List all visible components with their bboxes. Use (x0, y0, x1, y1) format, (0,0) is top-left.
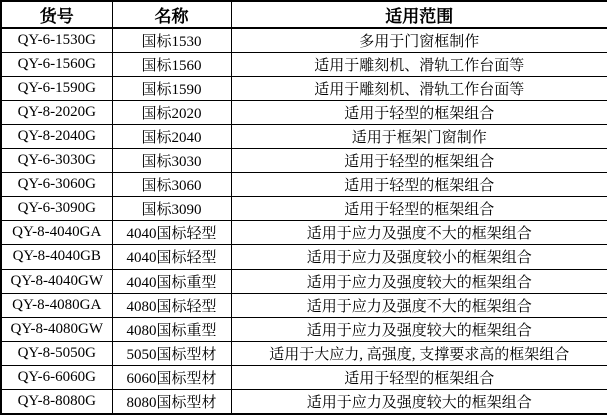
table-row (1, 245, 607, 269)
name-cell: 4040国标轻型 (112, 245, 231, 269)
column-header-name: 名称 (112, 1, 231, 28)
scope-cell: 适用于应力及强度较大的框架组合 (231, 317, 607, 341)
item-no-cell: QY-6-1530G (1, 28, 112, 53)
name-cell: 4040国标轻型 (112, 221, 231, 245)
table-body (1, 28, 607, 414)
scope-cell: 适用于雕刻机、滑轨工作台面等 (231, 53, 607, 77)
name-cell: 国标2020 (112, 101, 231, 125)
scope-cell: 多用于门窗框制作 (231, 28, 607, 53)
table-row (1, 173, 607, 197)
name-cell: 国标1560 (112, 53, 231, 77)
item-no-cell: QY-8-4040GA (1, 221, 112, 245)
table-row (1, 221, 607, 245)
item-no-cell: QY-8-8080G (1, 389, 112, 414)
item-no-cell: QY-8-4080GA (1, 293, 112, 317)
item-no-cell: QY-6-1560G (1, 53, 112, 77)
item-no-cell: QY-8-5050G (1, 341, 112, 365)
name-cell: 4080国标重型 (112, 317, 231, 341)
item-no-cell: QY-8-2040G (1, 125, 112, 149)
name-cell: 6060国标型材 (112, 365, 231, 389)
table-row (1, 269, 607, 293)
table-row (1, 101, 607, 125)
table-row (1, 389, 607, 414)
name-cell: 国标3090 (112, 197, 231, 221)
header-row (1, 1, 607, 28)
name-cell: 4040国标重型 (112, 269, 231, 293)
item-no-cell: QY-6-3030G (1, 149, 112, 173)
name-cell: 国标3060 (112, 173, 231, 197)
table-row (1, 293, 607, 317)
scope-cell: 适用于轻型的框架组合 (231, 197, 607, 221)
item-no-cell: QY-6-3060G (1, 173, 112, 197)
table-row (1, 53, 607, 77)
scope-cell: 适用于大应力, 高强度, 支撑要求高的框架组合 (231, 341, 607, 365)
scope-cell: 适用于应力及强度不大的框架组合 (231, 293, 607, 317)
table-row (1, 317, 607, 341)
column-header-scope: 适用范围 (231, 1, 607, 28)
item-no-cell: QY-8-4040GW (1, 269, 112, 293)
scope-cell: 适用于雕刻机、滑轨工作台面等 (231, 77, 607, 101)
scope-cell: 适用于轻型的框架组合 (231, 365, 607, 389)
item-no-cell: QY-8-2020G (1, 101, 112, 125)
scope-cell: 适用于应力及强度较大的框架组合 (231, 389, 607, 414)
item-no-cell: QY-6-1590G (1, 77, 112, 101)
item-no-cell: QY-8-4040GB (1, 245, 112, 269)
name-cell: 4080国标轻型 (112, 293, 231, 317)
item-no-cell: QY-6-3090G (1, 197, 112, 221)
scope-cell: 适用于轻型的框架组合 (231, 101, 607, 125)
table-row (1, 149, 607, 173)
table-row (1, 341, 607, 365)
scope-cell: 适用于应力及强度不大的框架组合 (231, 221, 607, 245)
table-row (1, 125, 607, 149)
column-header-item-no: 货号 (1, 1, 112, 28)
name-cell: 国标1590 (112, 77, 231, 101)
scope-cell: 适用于应力及强度较大的框架组合 (231, 269, 607, 293)
item-no-cell: QY-8-4080GW (1, 317, 112, 341)
scope-cell: 适用于应力及强度较小的框架组合 (231, 245, 607, 269)
table-row (1, 28, 607, 53)
table-row (1, 365, 607, 389)
scope-cell: 适用于轻型的框架组合 (231, 173, 607, 197)
name-cell: 5050国标型材 (112, 341, 231, 365)
table-row (1, 77, 607, 101)
scope-cell: 适用于框架门窗制作 (231, 125, 607, 149)
name-cell: 8080国标型材 (112, 389, 231, 414)
name-cell: 国标2040 (112, 125, 231, 149)
name-cell: 国标3030 (112, 149, 231, 173)
item-no-cell: QY-6-6060G (1, 365, 112, 389)
scope-cell: 适用于轻型的框架组合 (231, 149, 607, 173)
name-cell: 国标1530 (112, 28, 231, 53)
table-row (1, 197, 607, 221)
